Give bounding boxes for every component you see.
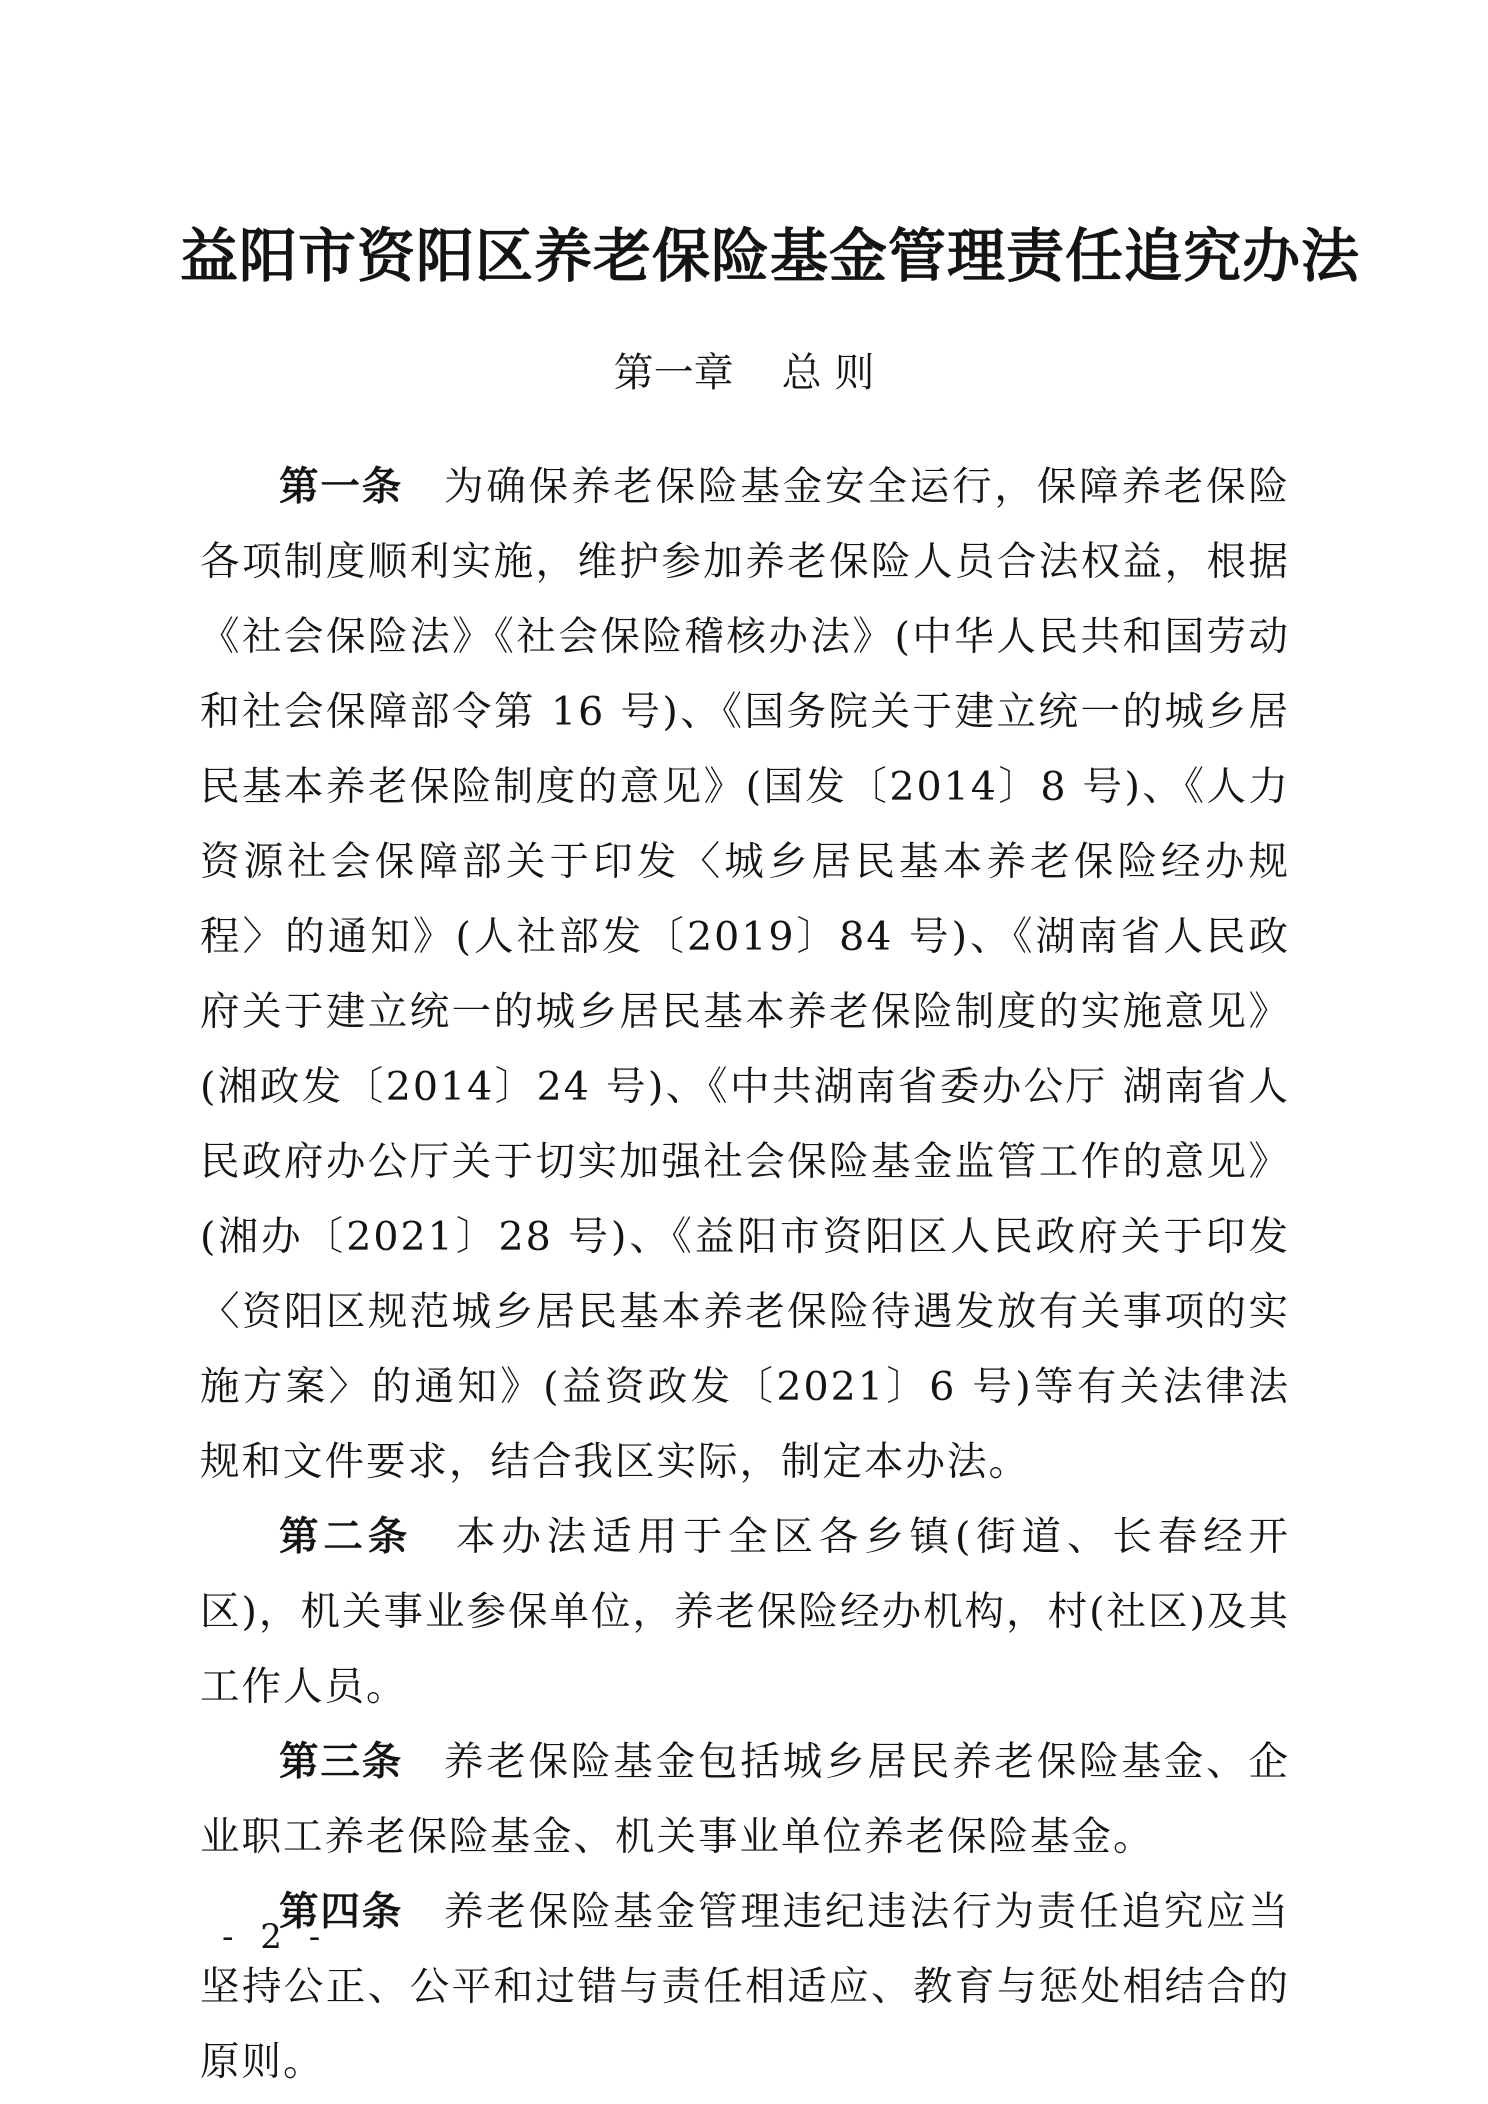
- article-3: [200, 1725, 1290, 1875]
- chapter-number: 第一章: [613, 350, 734, 396]
- article-3-text: 养老保险基金包括城乡居民养老保险基金、企业职工养老保险基金、机关事业单位养老保险基金。: [200, 1739, 1291, 1860]
- article-2-text: 本办法适用于全区各乡镇(街道、长春经开区)，机关事业参保单位，养老保险经办机构，村(社区)及其工作人员。: [200, 1514, 1290, 1710]
- article-4-text: 养老保险基金管理违纪违法行为责任追究应当坚持公正、公平和过错与责任相适应、教育与惩处相结合的原则。: [200, 1889, 1291, 2085]
- article-3-label: 第三条: [279, 1739, 404, 1785]
- article-4-label: 第四条: [279, 1889, 404, 1935]
- article-1-label: 第一条: [279, 464, 404, 510]
- page-number: - 2 -: [222, 1917, 329, 1957]
- article-1: [200, 450, 1290, 1500]
- chapter-name: 总 则: [781, 350, 875, 396]
- article-4: [200, 1875, 1290, 2100]
- article-list: [200, 450, 1290, 2100]
- article-2-label: 第二条: [279, 1514, 413, 1560]
- chapter-heading: [200, 345, 1288, 401]
- article-2: [200, 1500, 1290, 1725]
- document-title: 益阳市资阳区养老保险基金管理责任追究办法: [180, 222, 1361, 290]
- article-1-text: 为确保养老保险基金安全运行，保障养老保险各项制度顺利实施，维护参加养老保险人员合法权益，根据《社会保险法》《社会保险稽核办法》(中华人民共和国劳动和社会保障部令第 16 号)、《国务院关于建立统一的城乡居民基本养老保险制度的意见》(国发〔2014〕8 号)、《人力资源社会保障部关于印发〈城乡居民基本养老保险经办规程〉的通知》(人社部发〔2019〕84 号)、《湖南省人民政府关于建立统一的城乡居民基本养老保险制度的实施意见》(湘政发〔2014〕24 号)、《中共湖南省委办公厅 湖南省人民政府办公厅关于切实加强社会保险基金监管工作的意见》(湘办〔2021〕28 号)、《益阳市资阳区人民政府关于印发〈资阳区规范城乡居民基本养老保险待遇发放有关事项的实施方案〉的通知》(益资政发〔2021〕6 号)等有关法律法规和文件要求，结合我区实际，制定本办法。: [200, 464, 1291, 1485]
